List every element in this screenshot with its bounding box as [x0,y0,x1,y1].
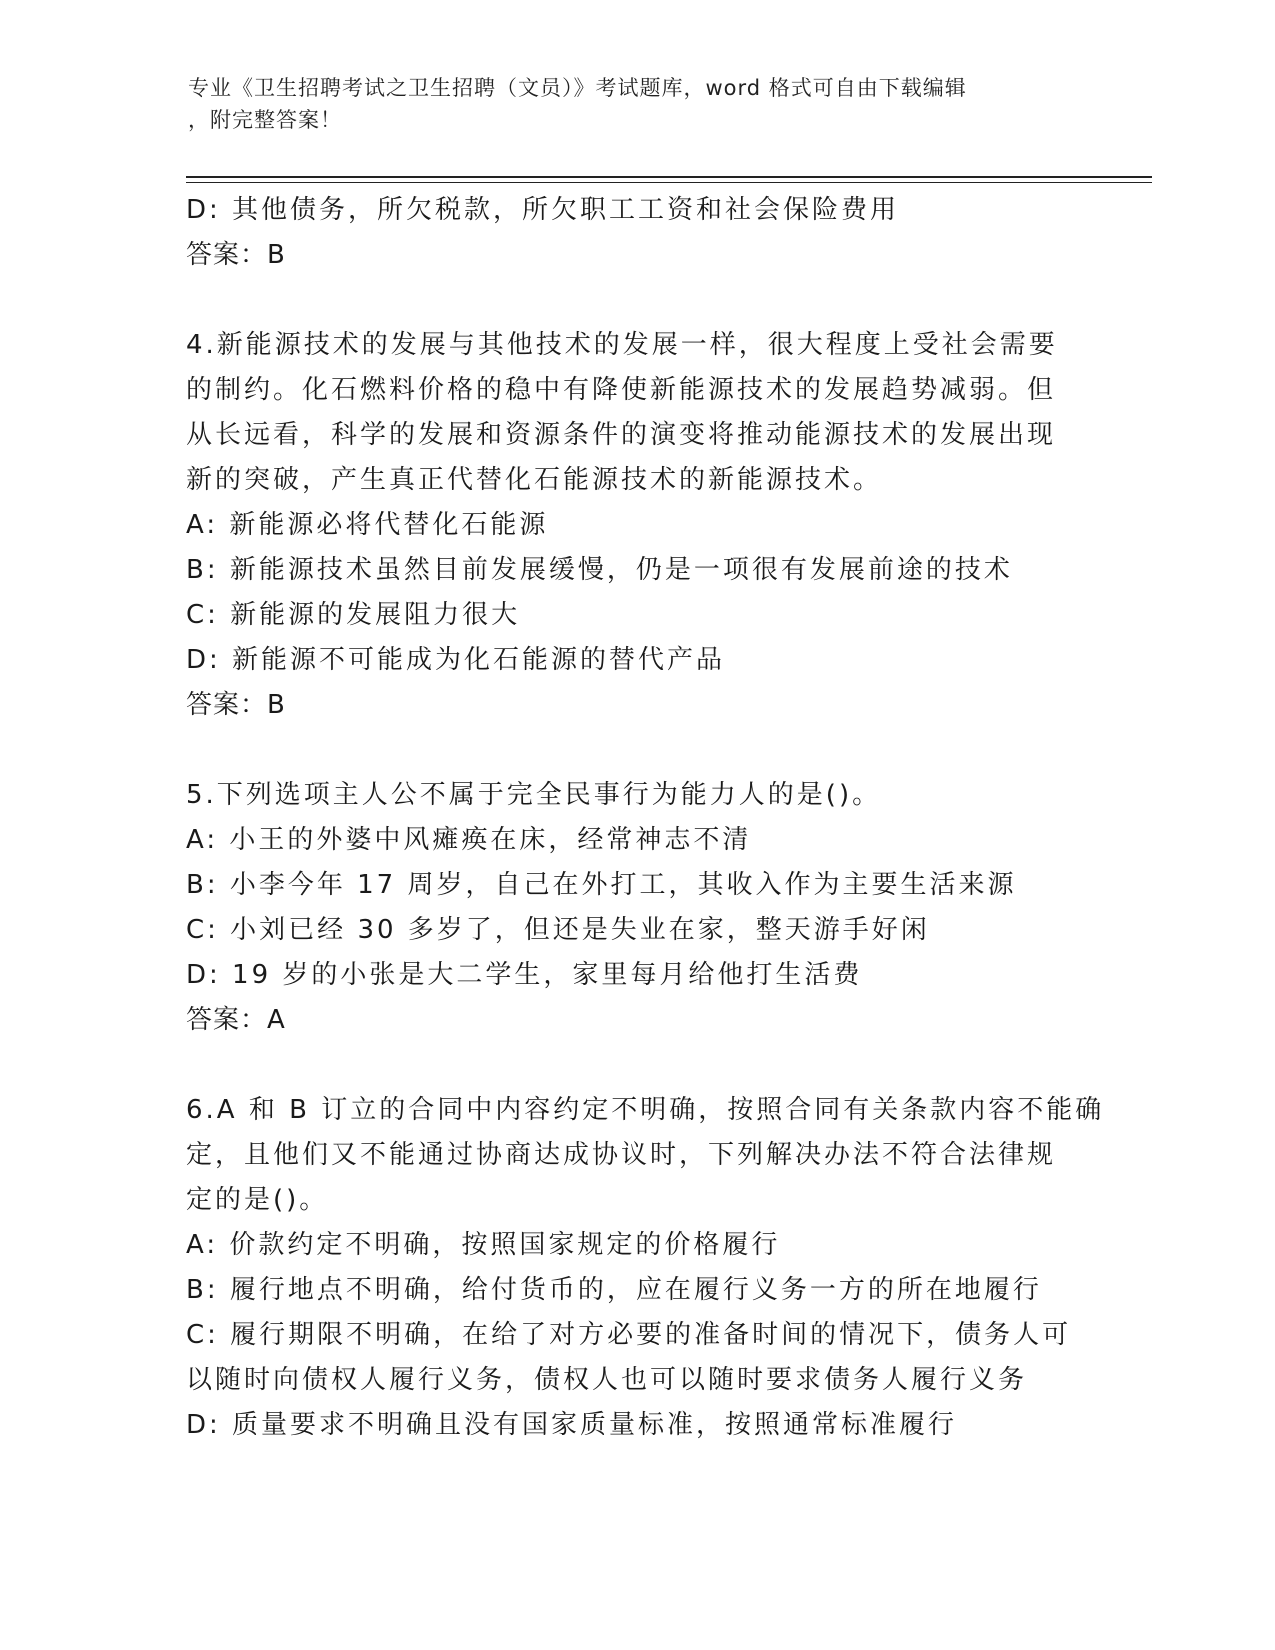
header-line-1: 专业《卫生招聘考试之卫生招聘（文员）》考试题库，word 格式可自由下载编辑 [188,76,967,100]
q4-option-b: B: 新能源技术虽然目前发展缓慢，仍是一项很有发展前途的技术 [186,555,1013,585]
q3-answer: 答案：B [186,240,286,270]
q6-option-a: A: 价款约定不明确，按照国家规定的价格履行 [186,1230,781,1260]
q6-option-c: C: 履行期限不明确，在给了对方必要的准备时间的情况下，债务人可 [186,1320,1072,1350]
page-header [188,72,1068,136]
q4-option-c: C: 新能源的发展阻力很大 [186,600,521,630]
header-divider-thin [186,182,1152,183]
q4-answer: 答案：B [186,690,286,720]
spacer [186,278,1086,323]
q6-stem-line: 定的是()。 [186,1185,329,1215]
q6-option-d: D: 质量要求不明确且没有国家质量标准，按照通常标准履行 [186,1410,958,1440]
q6-stem-line: 6.A 和 B 订立的合同中内容约定不明确，按照合同有关条款内容不能确 [186,1095,1105,1125]
q4-option-d: D: 新能源不可能成为化石能源的替代产品 [186,645,726,675]
q3-option-d: D: 其他债务，所欠税款，所欠职工工资和社会保险费用 [186,195,900,225]
spacer [186,728,1086,773]
q5-answer: 答案：A [186,1005,286,1035]
q5-stem-line: 5.下列选项主人公不属于完全民事行为能力人的是()。 [186,780,882,810]
q4-option-a: A: 新能源必将代替化石能源 [186,510,549,540]
q6-option-b: B: 履行地点不明确，给付货币的，应在履行义务一方的所在地履行 [186,1275,1042,1305]
q6-option-c-continued: 以随时向债权人履行义务，债权人也可以随时要求债务人履行义务 [186,1365,1028,1395]
q5-option-a: A: 小王的外婆中风瘫痪在床，经常神志不清 [186,825,752,855]
q4-stem-line: 4.新能源技术的发展与其他技术的发展一样，很大程度上受社会需要 [186,330,1058,360]
q5-option-d: D: 19 岁的小张是大二学生，家里每月给他打生活费 [186,960,863,990]
q4-stem-line: 的制约。化石燃料价格的稳中有降使新能源技术的发展趋势减弱。但 [186,375,1057,405]
q4-stem-line: 新的突破，产生真正代替化石能源技术的新能源技术。 [186,465,883,495]
q6-stem-line: 定，且他们又不能通过协商达成协议时，下列解决办法不符合法律规 [186,1140,1057,1170]
spacer [186,1043,1086,1088]
q5-option-b: B: 小李今年 17 周岁，自己在外打工，其收入作为主要生活来源 [186,870,1017,900]
q4-stem-line: 从长远看，科学的发展和资源条件的演变将推动能源技术的发展出现 [186,420,1057,450]
question-content [186,188,1105,1448]
header-line-2: ，附完整答案！ [188,108,342,132]
header-divider-thick [186,176,1152,178]
q5-option-c: C: 小刘已经 30 多岁了，但还是失业在家，整天游手好闲 [186,915,930,945]
